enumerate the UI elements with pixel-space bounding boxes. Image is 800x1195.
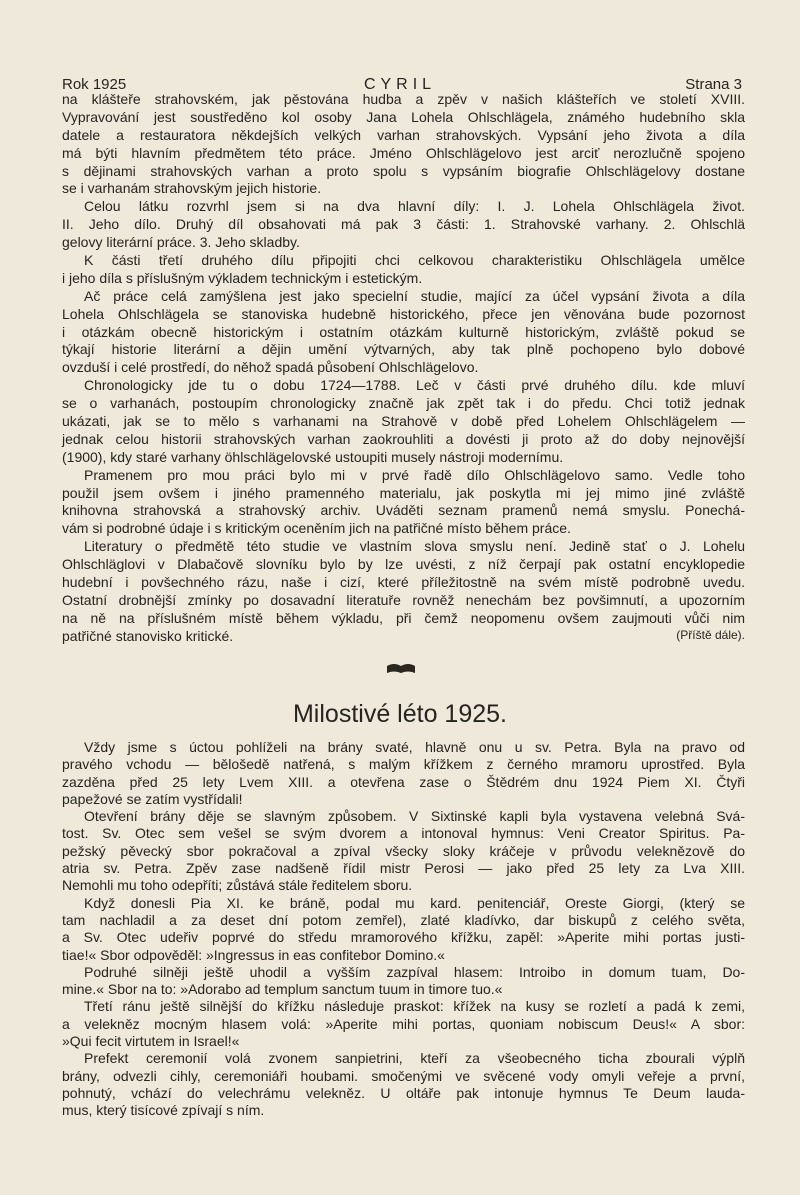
text-line: jednak celou historii strahovských varhan zaokrouhliti a dovésti ji proto až do doby nejnovější: [62, 430, 745, 447]
text-line: Lohela Ohlschlägela se stanoviska hudebně historického, přece jen věnována bude pozornost: [62, 305, 745, 322]
text-line: Celou látku rozvrhl jsem si na dva hlavní díly: I. J. Lohela Ohlschlägela život.: [84, 198, 745, 215]
text-line: i jeho díla s příslušným výkladem technickým i estetickým.: [62, 269, 423, 286]
text-line: »Qui fecit virtutem in Israel!«: [62, 1033, 240, 1050]
text-line: vám si podrobné údaje i s kritickým oceněním jich na patřičné místo během práce.: [62, 520, 571, 537]
text-line: se o varhanách, postoupím chronologicky značně jak zpět tak i do předu. Chci totiž jednak: [62, 395, 745, 412]
text-line: Chronologicky jde tu o dobu 1724—1788. Leč v části prvé druhého dílu. kde mluví: [84, 377, 745, 394]
text-line: Pramenem pro mou práci bylo mi v prvé řadě dílo Ohlschlägelovo samo. Vedle toho: [84, 466, 745, 483]
text-line: i otázkám obecně historickým i ostatním otázkám kulturně historickým, zvláště pokud se: [62, 323, 745, 340]
text-line: Ostatní drobnější zmínky po dosavadní literatuře rovněž nenechám bez povšimnutí, a upozorním: [62, 591, 745, 608]
text-line: brány, odvezli cihly, ceremoniáři houbami. smočenými ve svěcené vody omyli veřeje a první,: [62, 1067, 745, 1084]
text-line: a Sv. Otec udeřiv poprvé do středu mramorového křížku, zapěl: »Aperite mihi portas justi-: [62, 929, 745, 946]
text-line: na klášteře strahovském, jak pěstována hudba a zpěv v našich klášteřích ve století XVIII.: [62, 91, 745, 107]
text-line: mine.« Sbor na to: »Adorabo ad templum sanctum tuum in timore tuo.«: [62, 981, 503, 998]
text-line: ukázati, jak se to mělo s varhanami na Strahově v době před Lohelem Ohlschlägelem —: [62, 413, 745, 430]
text-line: Ohlschläglovi v Dlabačově slovníku bylo by lze uvésti, z níž čerpají pak ostatní encyklopedie: [62, 556, 745, 573]
text-line: patřičné stanovisko kritické.: [62, 627, 234, 644]
journal-title: CYRIL: [363, 76, 437, 93]
text-line: Vždy jsme s úctou pohlíželi na brány svaté, hlavně onu u sv. Petra. Byla na pravo od: [84, 739, 745, 755]
text-line: pohnutý, vchází do velechrámu velekněz. U oltáře pak intonuje hymnus Te Deum lauda-: [62, 1084, 745, 1101]
text-line: pežský pěvecký sbor pokračoval a zpíval všecky sloky kráčeje v průvodu veleknězově do: [62, 842, 745, 859]
text-line: tost. Sv. Otec sem vešel se svým dvorem a intonoval hymnus: Veni Creator Spiritus. Pa-: [62, 825, 745, 842]
text-line: Když donesli Pia XI. ke bráně, podal mu kard. penitenciář, Oreste Giorgi, (který se: [84, 894, 745, 911]
text-line: zazděna před 25 lety Lvem XIII. a otevřena zase o Štědrém dnu 1924 Piem XI. Čtyři: [62, 773, 745, 790]
text-line: (1900), kdy staré varhany öhlschlägelovské ustoupiti musely nástroji modernímu.: [62, 448, 564, 465]
text-line: Třetí ránu ještě silnější do křížku následuje praskot: křížek na kusy se rozletí a padá k zemi,: [84, 998, 745, 1015]
text-line: tam nachladil a za deset dní potom zemřel), zlaté kladívko, dar biskupů z celého světa,: [62, 911, 745, 928]
ornament-icon: [386, 662, 416, 674]
text-line: a velekněz mocným hlasem volá: »Aperite mihi portas, quoniam nobiscum Deus!« A sbor:: [62, 1015, 745, 1032]
text-line: atria sv. Petra. Zpěv zase nadšeně řídil mistr Perosi — jako před 25 lety za Lva XIII.: [62, 860, 745, 877]
text-line: ovzduší i celé prostředí, do něhož spadá působení Ohlschlägelovo.: [62, 359, 479, 376]
article-milostive-leto: [62, 739, 745, 1120]
article-title: Milostivé léto 1925.: [292, 700, 507, 728]
header-year: Rok 1925: [62, 76, 127, 93]
text-line: knihovna strahovská a strahovský archiv. Uváděti seznam pramenů nemá smyslu. Ponechá-: [62, 502, 745, 519]
text-line: se i varhanám strahovským jejich historie.: [62, 180, 322, 197]
text-line: mus, který tisícové zpívají s ním.: [62, 1102, 265, 1119]
text-line: Prefekt ceremonií volá zvonem sanpietrini, kteří za všeobecného ticha zbourali výplň: [84, 1050, 745, 1067]
text-line: Podruhé silněji ještě uhodil a vyšším zazpíval hlasem: Introibo in domum tuam, Do-: [84, 963, 745, 980]
text-line: pravého vchodu — bělošedě natřená, s malým křížkem z černého mramoru uprostřed. Byla: [62, 756, 745, 773]
text-line: na ně na příslušném místě během výkladu, při čemž neopomenu ovšem zaujmouti vůči nim: [62, 609, 745, 626]
text-line: II. Jeho dílo. Druhý díl obsahovati má pak 3 části: 1. Strahovské varhany. 2. Ohlschlä: [62, 216, 745, 233]
article-continued: [62, 91, 745, 646]
text-line: Literatury o předmětě této studie ve vlastním slova smyslu není. Jedině stať o J. Lohelu: [84, 538, 745, 555]
text-line: Ač práce celá zamýšlena jest jako specielní studie, mající za účel vypsání života a díla: [84, 287, 745, 304]
text-line: K části třetí druhého dílu připojiti chci celkovou charakteristiku Ohlschlägela umělce: [84, 252, 745, 269]
text-line: má býti hlavním předmětem této práce. Jméno Ohlschlägelovo jest arciť nerozlučně spojeno: [62, 144, 745, 161]
text-line: s dějinami strahovských varhan a proto spolu s vypsáním biografie Ohlschlägelovy dostane: [62, 162, 745, 179]
text-line: datele a restauratora někdejších velkých varhan strahovských. Vypsání jeho života a díla: [62, 126, 745, 143]
text-line: tiae!« Sbor odpověděl: »Ingressus in eas confitebor Domino.«: [62, 946, 445, 963]
text-line: použil jsem ovšem i jiného pramenného materialu, jak poskytla mi jej mimo jiné zvláště: [62, 484, 745, 501]
page-number: Strana 3: [685, 76, 742, 93]
text-line: papežové se zatím vystřídali!: [62, 790, 243, 807]
text-line: gelovy literární práce. 3. Jeho skladby.: [62, 234, 300, 251]
text-line: hudební i povšechného rázu, naše i cizí, které příležitostně na svém místě podrobně uvedu.: [62, 574, 745, 591]
text-line: týkají historie literární a dějin umění výtvarných, aby tak plně pochopeno bylo dobové: [62, 341, 745, 358]
text-line: Nemohli mu toho odepříti; zůstává stále ředitelem sboru.: [62, 877, 413, 894]
text-line: Vypravování jest soustředěno kol osoby Jana Lohela Ohlschlägela, známého hudebního skla: [62, 108, 745, 125]
text-line: Otevření brány děje se slavným způsobem. V Sixtinské kapli byla vystavena velebná Svá-: [84, 808, 745, 825]
continuation-note: (Příště dále).: [676, 627, 745, 642]
